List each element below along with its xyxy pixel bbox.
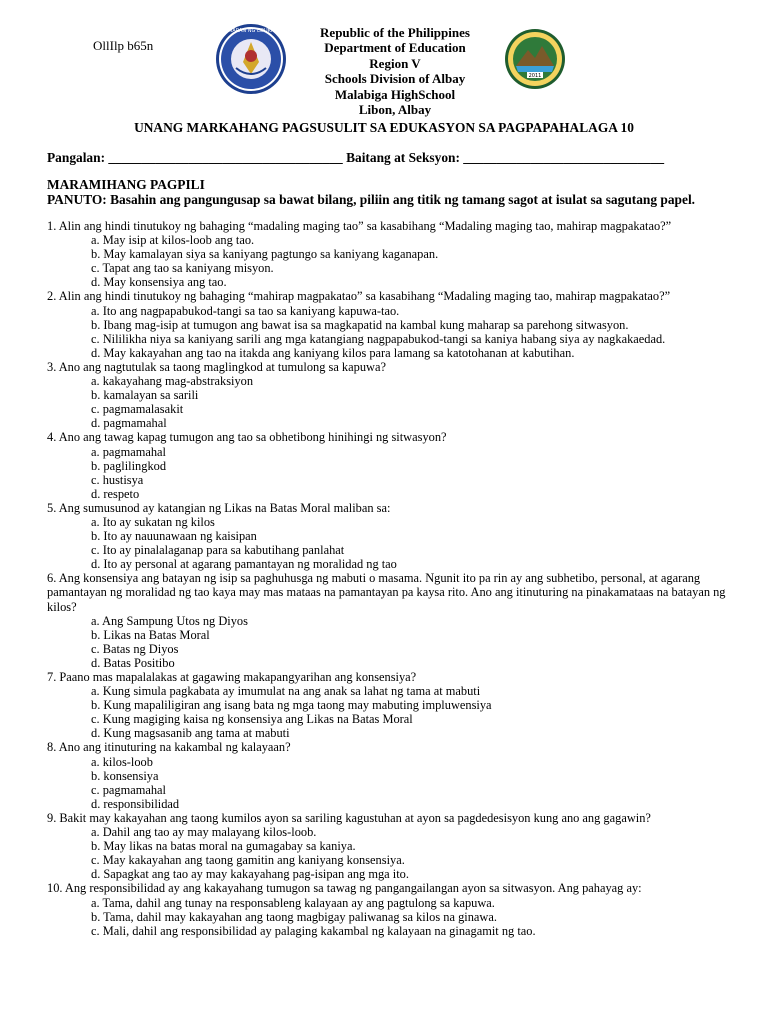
question-9-option-b: b. May likas na batas moral na gumagabay sa kaniya. — [91, 839, 356, 854]
question-4-option-a: a. pagmamahal — [91, 444, 166, 459]
document-code: OllIlp b65n — [93, 38, 154, 53]
question-4-option-c: c. hustisya — [91, 472, 144, 487]
question-6: 6. Ang konsensiya ang batayan ng isip sa paghuhusga ng mabuti o masama. Ngunit ito pa rin ay ang subhetibo, personal, at agarang pamantayan ng moralidad ng tao kaya may mas mataas na pamantayan pa kaysa rito. Ano ang itinuturing na pinakamataas na batayan ng kilos? — [47, 571, 726, 614]
question-5-option-b: b. Ito ay nauunawaan ng kaisipan — [91, 529, 257, 544]
question-3: 3. Ano ang nagtutulak sa taong maglingkod at tumulong sa kapuwa? — [47, 359, 386, 374]
question-8-option-d: d. responsibilidad — [91, 796, 180, 811]
question-3-option-a: a. kakayahang mag-abstraksiyon — [91, 374, 254, 389]
school-seal-icon — [504, 28, 566, 90]
question-5: 5. Ang sumusunod ay katangian ng Likas na Batas Moral maliban sa: — [47, 500, 391, 515]
grade-section-field: Baitang at Seksyon: ______________________________ — [346, 150, 665, 165]
question-8-option-b: b. konsensiya — [91, 768, 159, 783]
question-5-option-a: a. Ito ay sukatan ng kilos — [91, 514, 215, 529]
question-10-option-a: a. Tama, dahil ang tunay na responsableng kalayaan ay ang pagtulong sa kapuwa. — [91, 895, 495, 910]
question-4-option-d: d. respeto — [91, 486, 140, 501]
question-6-option-b: b. Likas na Batas Moral — [91, 627, 210, 642]
question-5-option-d: d. Ito ay personal at agarang pamantayan ng moralidad ng tao — [91, 557, 397, 572]
question-1: 1. Alin ang hindi tinutukoy ng bahaging “madaling maging tao” sa kasabihang “Madaling maging tao, mahirap magpakatao?” — [47, 219, 672, 233]
question-7-option-b: b. Kung mapaliligiran ang isang bata ng mga taong may mabuting impluwensiya — [91, 698, 492, 713]
deped-seal-icon — [214, 22, 288, 96]
question-7-option-c: c. Kung magiging kaisa ng konsensiya ang Likas na Batas Moral — [91, 712, 413, 727]
exam-title: UNANG MARKAHANG PAGSUSULIT SA EDUKASYON SA PAGPAPAHALAGA 10 — [134, 120, 634, 135]
question-9-option-d: d. Sapagkat ang tao ay may kakayahang pag-isipan ang mga ito. — [91, 867, 409, 882]
name-field: Pangalan: ___________________________________ — [47, 150, 343, 165]
question-3-option-b: b. kamalayan sa sarili — [91, 388, 199, 403]
question-2-option-b: b. Ibang mag-isip at tumugon ang bawat isa sa magkapatid na kambal kung maharap sa parehong sitwasyon. — [91, 317, 629, 332]
question-list — [47, 219, 727, 938]
question-2-option-d: d. May kakayahan ang tao na itakda ang kaniyang kilos para lamang sa katotohanan at kabutihan. — [91, 345, 575, 360]
section-heading: MARAMIHANG PAGPILI — [47, 177, 205, 192]
question-9: 9. Bakit may kakayahan ang taong kumilos ayon sa sariling kagustuhan at ayon sa pagdedesisyon kung ano ang gagawin? — [47, 810, 651, 825]
question-2-option-c: c. Nililikha niya sa kaniyang sarili ang mga katangiang nagpapabukod-tangi sa kaniya habang siya ay nagkakaedad. — [91, 331, 666, 346]
section-block — [47, 177, 747, 207]
question-1-option-a: a. May isip at kilos-loob ang tao. — [91, 233, 255, 248]
question-9-option-c: c. May kakayahan ang taong gamitin ang kaniyang konsensiya. — [91, 853, 405, 868]
instructions: PANUTO: Basahin ang pangungusap sa bawat bilang, piliin ang titik ng tamang sagot at isulat sa sagutang papel. — [47, 192, 696, 207]
question-6-option-a: a. Ang Sampung Utos ng Diyos — [91, 613, 248, 628]
header-line-6: Libon, Albay — [358, 102, 432, 118]
question-8-option-a: a. kilos-loob — [91, 754, 153, 769]
school-seal-year: 2011 — [528, 73, 542, 79]
school-header — [290, 25, 500, 117]
question-3-option-d: d. pagmamahal — [91, 416, 167, 431]
question-2: 2. Alin ang hindi tinutukoy ng bahaging “mahirap magpakatao” sa kasabihang “Madaling maging tao, mahirap magpakatao?” — [47, 289, 671, 304]
question-2-option-a: a. Ito ang nagpapabukod-tangi sa tao sa kaniyang kapuwa-tao. — [91, 303, 400, 318]
name-row — [47, 150, 664, 166]
header-line-1: Republic of the Philippines — [320, 25, 470, 40]
question-8-option-c: c. pagmamahal — [91, 782, 166, 797]
question-1-option-b: b. May kamalayan siya sa kaniyang pagtungo sa kaniyang kaganapan. — [91, 247, 439, 262]
question-6-option-c: c. Batas ng Diyos — [91, 641, 179, 656]
question-7-option-a: a. Kung simula pagkabata ay imumulat na ang anak sa lahat ng tama at mabuti — [91, 684, 481, 699]
question-10-option-b: b. Tama, dahil may kakayahan ang taong magbigay paliwanag sa kilos na ginawa. — [91, 909, 497, 924]
header-line-5: Malabiga HighSchool — [334, 86, 456, 102]
question-9-option-a: a. Dahil ang tao ay may malayang kilos-loob. — [91, 825, 317, 840]
header-line-3: Region V — [369, 55, 421, 71]
question-5-option-c: c. Ito ay pinalalaganap para sa kabutihang panlahat — [91, 543, 345, 558]
question-6-option-d: d. Batas Positibo — [91, 655, 175, 670]
question-4: 4. Ano ang tawag kapag tumugon ang tao sa obhetibong hinihingi ng sitwasyon? — [47, 430, 447, 445]
question-8: 8. Ano ang itinuturing na kakambal ng kalayaan? — [47, 740, 291, 755]
question-10-option-c: c. Mali, dahil ang responsibilidad ay palaging kakambal ng kalayaan na ginagamit ng tao. — [91, 923, 536, 938]
header-line-4: Schools Division of Albay — [324, 71, 466, 87]
question-7: 7. Paano mas mapalalakas at gagawing makapangyarihan ang konsensiya? — [47, 670, 417, 684]
question-1-option-d: d. May konsensiya ang tao. — [91, 275, 227, 290]
header-line-2: Department of Education — [324, 40, 466, 56]
question-7-option-d: d. Kung magsasanib ang tama at mabuti — [91, 726, 290, 741]
deped-seal-text: KAGAWARAN NG EDUKASYON — [214, 28, 288, 34]
question-10: 10. Ang responsibilidad ay ang kakayahang tumugon sa tawag ng pangangailangan ayon sa sitwasyon. Ang pahayag ay: — [47, 881, 642, 896]
question-1-option-c: c. Tapat ang tao sa kaniyang misyon. — [91, 261, 274, 276]
question-4-option-b: b. paglilingkod — [91, 458, 167, 473]
question-3-option-c: c. pagmamalasakit — [91, 402, 184, 417]
